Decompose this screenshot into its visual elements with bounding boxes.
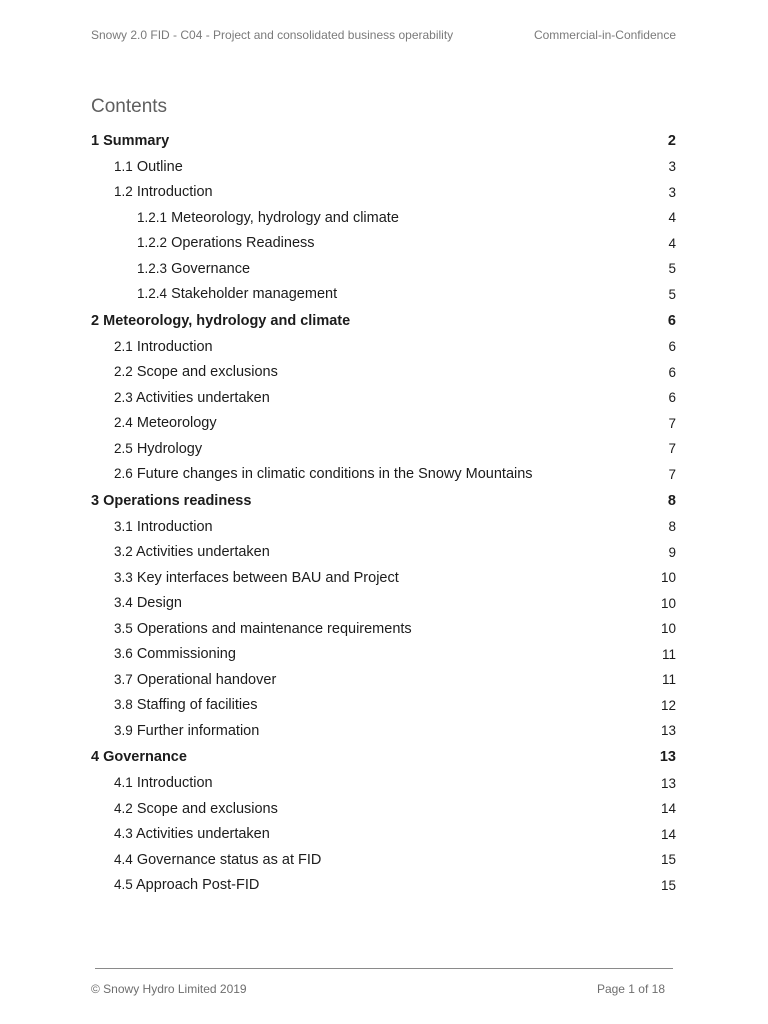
toc-entry-level-2[interactable] <box>91 796 676 822</box>
toc-entry-level-3[interactable] <box>91 205 676 231</box>
toc-entry-page-number: 6 <box>668 339 676 355</box>
toc-entry-title: Further information <box>136 722 260 739</box>
toc-entry-number: 1.2.4 <box>137 286 168 302</box>
toc-entry-heading <box>114 519 213 535</box>
toc-entry-heading <box>114 723 259 739</box>
toc-entry-page-number: 6 <box>667 312 676 329</box>
toc-entry-page-number: 8 <box>668 519 676 535</box>
table-of-contents <box>91 127 676 898</box>
toc-entry-level-2[interactable] <box>91 334 676 360</box>
toc-entry-heading <box>114 801 278 817</box>
toc-entry-number: 4.3 <box>114 826 133 842</box>
toc-entry-title: Operational handover <box>136 671 277 688</box>
toc-entry-title: Design <box>136 595 182 612</box>
toc-entry-heading <box>114 184 213 200</box>
toc-entry-level-2[interactable] <box>91 693 676 719</box>
toc-entry-level-2[interactable] <box>91 385 676 411</box>
toc-entry-title: Meteorology <box>136 415 217 432</box>
toc-entry-number: 3.1 <box>114 518 133 534</box>
toc-entry-title: Outline <box>136 158 183 175</box>
toc-entry-number: 3.9 <box>114 722 133 738</box>
toc-entry-heading <box>114 826 270 842</box>
toc-entry-number: 2.2 <box>114 364 133 380</box>
toc-entry-title: Meteorology, hydrology and climate <box>103 312 351 329</box>
toc-entry-number: 2.3 <box>114 389 133 405</box>
toc-entry-level-2[interactable] <box>91 667 676 693</box>
toc-entry-heading <box>91 749 187 765</box>
toc-entry-heading <box>114 852 321 868</box>
toc-entry-level-2[interactable] <box>91 540 676 566</box>
toc-entry-title: Activities undertaken <box>136 544 270 561</box>
toc-entry-number: 1.2.3 <box>137 260 168 276</box>
toc-entry-number: 3.6 <box>114 646 133 662</box>
toc-entry-level-2[interactable] <box>91 616 676 642</box>
toc-entry-title: Scope and exclusions <box>136 800 278 817</box>
toc-entry-number: 2.4 <box>114 415 133 431</box>
toc-entry-level-2[interactable] <box>91 360 676 386</box>
toc-entry-heading <box>91 493 251 509</box>
toc-entry-number: 4.2 <box>114 800 133 816</box>
toc-entry-title: Introduction <box>136 184 213 201</box>
toc-entry-number: 3.2 <box>114 544 133 560</box>
toc-entry-page-number: 11 <box>661 672 676 688</box>
toc-entry-level-2[interactable] <box>91 718 676 744</box>
toc-entry-heading <box>114 595 182 611</box>
toc-entry-level-2[interactable] <box>91 847 676 873</box>
toc-entry-number: 3.8 <box>114 697 133 713</box>
page-footer <box>91 982 665 996</box>
toc-entry-level-2[interactable] <box>91 180 676 206</box>
toc-entry-title: Key interfaces between BAU and Project <box>136 569 399 586</box>
toc-entry-number: 1.2.1 <box>137 209 168 225</box>
toc-entry-page-number: 10 <box>660 595 676 611</box>
toc-entry-page-number: 14 <box>660 801 676 817</box>
toc-entry-heading <box>114 390 270 406</box>
toc-entry-title: Hydrology <box>136 440 203 457</box>
toc-entry-heading <box>114 646 236 662</box>
toc-entry-heading <box>137 286 337 302</box>
toc-entry-title: Stakeholder management <box>171 286 338 303</box>
toc-entry-number: 4.5 <box>114 877 133 893</box>
toc-entry-level-1[interactable] <box>91 307 676 334</box>
toc-entry-page-number: 15 <box>660 852 676 868</box>
toc-entry-level-1[interactable] <box>91 744 676 771</box>
toc-entry-number: 3.5 <box>114 620 133 636</box>
toc-entry-page-number: 11 <box>661 646 676 662</box>
toc-entry-number: 4.4 <box>114 851 133 867</box>
toc-entry-page-number: 13 <box>660 775 676 791</box>
toc-entry-title: Operations readiness <box>103 492 252 509</box>
toc-entry-page-number: 4 <box>668 235 676 251</box>
toc-entry-heading <box>114 672 276 688</box>
toc-entry-number: 1.2.2 <box>137 235 168 251</box>
toc-entry-number: 1.2 <box>114 184 133 200</box>
toc-entry-level-2[interactable] <box>91 565 676 591</box>
toc-entry-page-number: 3 <box>668 184 676 200</box>
toc-entry-number: 2.5 <box>114 440 133 456</box>
toc-entry-page-number: 9 <box>668 544 676 560</box>
toc-entry-page-number: 10 <box>660 570 676 586</box>
toc-entry-heading <box>114 415 217 431</box>
toc-entry-heading <box>114 339 213 355</box>
contents-heading: Contents <box>91 96 168 117</box>
toc-entry-title: Activities undertaken <box>136 826 270 843</box>
toc-entry-page-number: 6 <box>668 364 676 380</box>
toc-entry-page-number: 10 <box>660 621 676 637</box>
toc-entry-number: 2.1 <box>114 338 133 354</box>
toc-entry-page-number: 13 <box>659 749 676 765</box>
toc-entry-heading <box>114 544 270 560</box>
page-header <box>91 28 676 42</box>
toc-entry-heading <box>137 210 399 226</box>
toc-entry-title: Approach Post-FID <box>136 877 260 894</box>
toc-entry-level-2[interactable] <box>91 154 676 180</box>
toc-entry-title: Governance <box>171 260 251 277</box>
toc-entry-level-2[interactable] <box>91 591 676 617</box>
toc-entry-number: 4.1 <box>114 775 133 791</box>
toc-entry-level-3[interactable] <box>91 256 676 282</box>
toc-entry-page-number: 13 <box>660 723 676 739</box>
toc-entry-title: Future changes in climatic conditions in the Snowy Mountains <box>136 466 533 483</box>
toc-entry-number: 1 <box>91 132 100 149</box>
toc-entry-level-2[interactable] <box>91 411 676 437</box>
toc-entry-heading <box>114 159 183 175</box>
footer-page-number: Page 1 of 18 <box>596 982 665 996</box>
toc-entry-number: 3.7 <box>114 671 133 687</box>
toc-entry-heading <box>114 466 533 482</box>
toc-entry-level-3[interactable] <box>91 282 676 308</box>
toc-entry-title: Meteorology, hydrology and climate <box>171 209 399 226</box>
toc-entry-page-number: 15 <box>660 877 676 893</box>
toc-entry-title: Introduction <box>136 338 213 355</box>
toc-entry-level-3[interactable] <box>91 231 676 257</box>
toc-entry-number: 2 <box>91 312 100 329</box>
toc-entry-page-number: 7 <box>668 466 676 482</box>
header-document-title: Snowy 2.0 FID - C04 - Project and consolidated business operability <box>91 28 454 42</box>
toc-entry-page-number: 2 <box>667 132 676 149</box>
toc-entry-level-1[interactable] <box>91 127 676 154</box>
toc-entry-title: Operations Readiness <box>171 235 315 252</box>
toc-entry-level-2[interactable] <box>91 514 676 540</box>
toc-entry-number: 3 <box>91 492 100 509</box>
toc-entry-level-2[interactable] <box>91 771 676 797</box>
toc-entry-page-number: 7 <box>668 441 676 457</box>
toc-entry-heading <box>114 775 213 791</box>
toc-entry-page-number: 5 <box>668 261 676 277</box>
toc-entry-heading <box>91 313 350 329</box>
toc-entry-page-number: 5 <box>668 286 676 302</box>
toc-entry-level-2[interactable] <box>91 462 676 488</box>
toc-entry-number: 3.3 <box>114 569 133 585</box>
toc-entry-page-number: 4 <box>668 210 676 226</box>
footer-copyright: © Snowy Hydro Limited 2019 <box>91 982 247 996</box>
toc-entry-title: Operations and maintenance requirements <box>136 620 412 637</box>
toc-entry-title: Introduction <box>136 775 213 792</box>
toc-entry-heading <box>114 621 412 637</box>
footer-divider <box>95 968 673 969</box>
toc-entry-level-2[interactable] <box>91 642 676 668</box>
toc-entry-page-number: 12 <box>660 697 676 713</box>
toc-entry-page-number: 8 <box>667 492 676 509</box>
toc-entry-heading <box>91 133 169 149</box>
header-classification: Commercial-in-Confidence <box>533 28 676 42</box>
toc-entry-title: Introduction <box>136 518 213 535</box>
toc-entry-level-2[interactable] <box>91 822 676 848</box>
toc-entry-heading <box>114 570 399 586</box>
toc-entry-title: Summary <box>103 132 170 149</box>
toc-entry-heading <box>137 235 315 251</box>
toc-entry-page-number: 14 <box>660 826 676 842</box>
toc-entry-title: Governance status as at FID <box>136 851 322 868</box>
toc-entry-heading <box>114 697 257 713</box>
toc-entry-title: Activities undertaken <box>136 389 270 406</box>
toc-entry-title: Governance <box>103 749 187 765</box>
toc-entry-title: Scope and exclusions <box>136 364 278 381</box>
toc-entry-title: Staffing of facilities <box>136 697 258 714</box>
toc-entry-level-1[interactable] <box>91 487 676 514</box>
toc-entry-page-number: 3 <box>668 159 676 175</box>
toc-entry-page-number: 6 <box>668 390 676 406</box>
toc-entry-heading <box>114 441 202 457</box>
toc-entry-level-2[interactable] <box>91 436 676 462</box>
toc-entry-title: Commissioning <box>136 646 236 663</box>
toc-entry-number: 3.4 <box>114 595 133 611</box>
toc-entry-page-number: 7 <box>668 415 676 431</box>
toc-entry-number: 1.1 <box>114 158 133 174</box>
toc-entry-number: 4 <box>91 749 100 765</box>
toc-entry-heading <box>114 877 259 893</box>
toc-entry-number: 2.6 <box>114 466 133 482</box>
toc-entry-heading <box>137 261 250 277</box>
toc-entry-heading <box>114 364 278 380</box>
toc-entry-level-2[interactable] <box>91 873 676 899</box>
